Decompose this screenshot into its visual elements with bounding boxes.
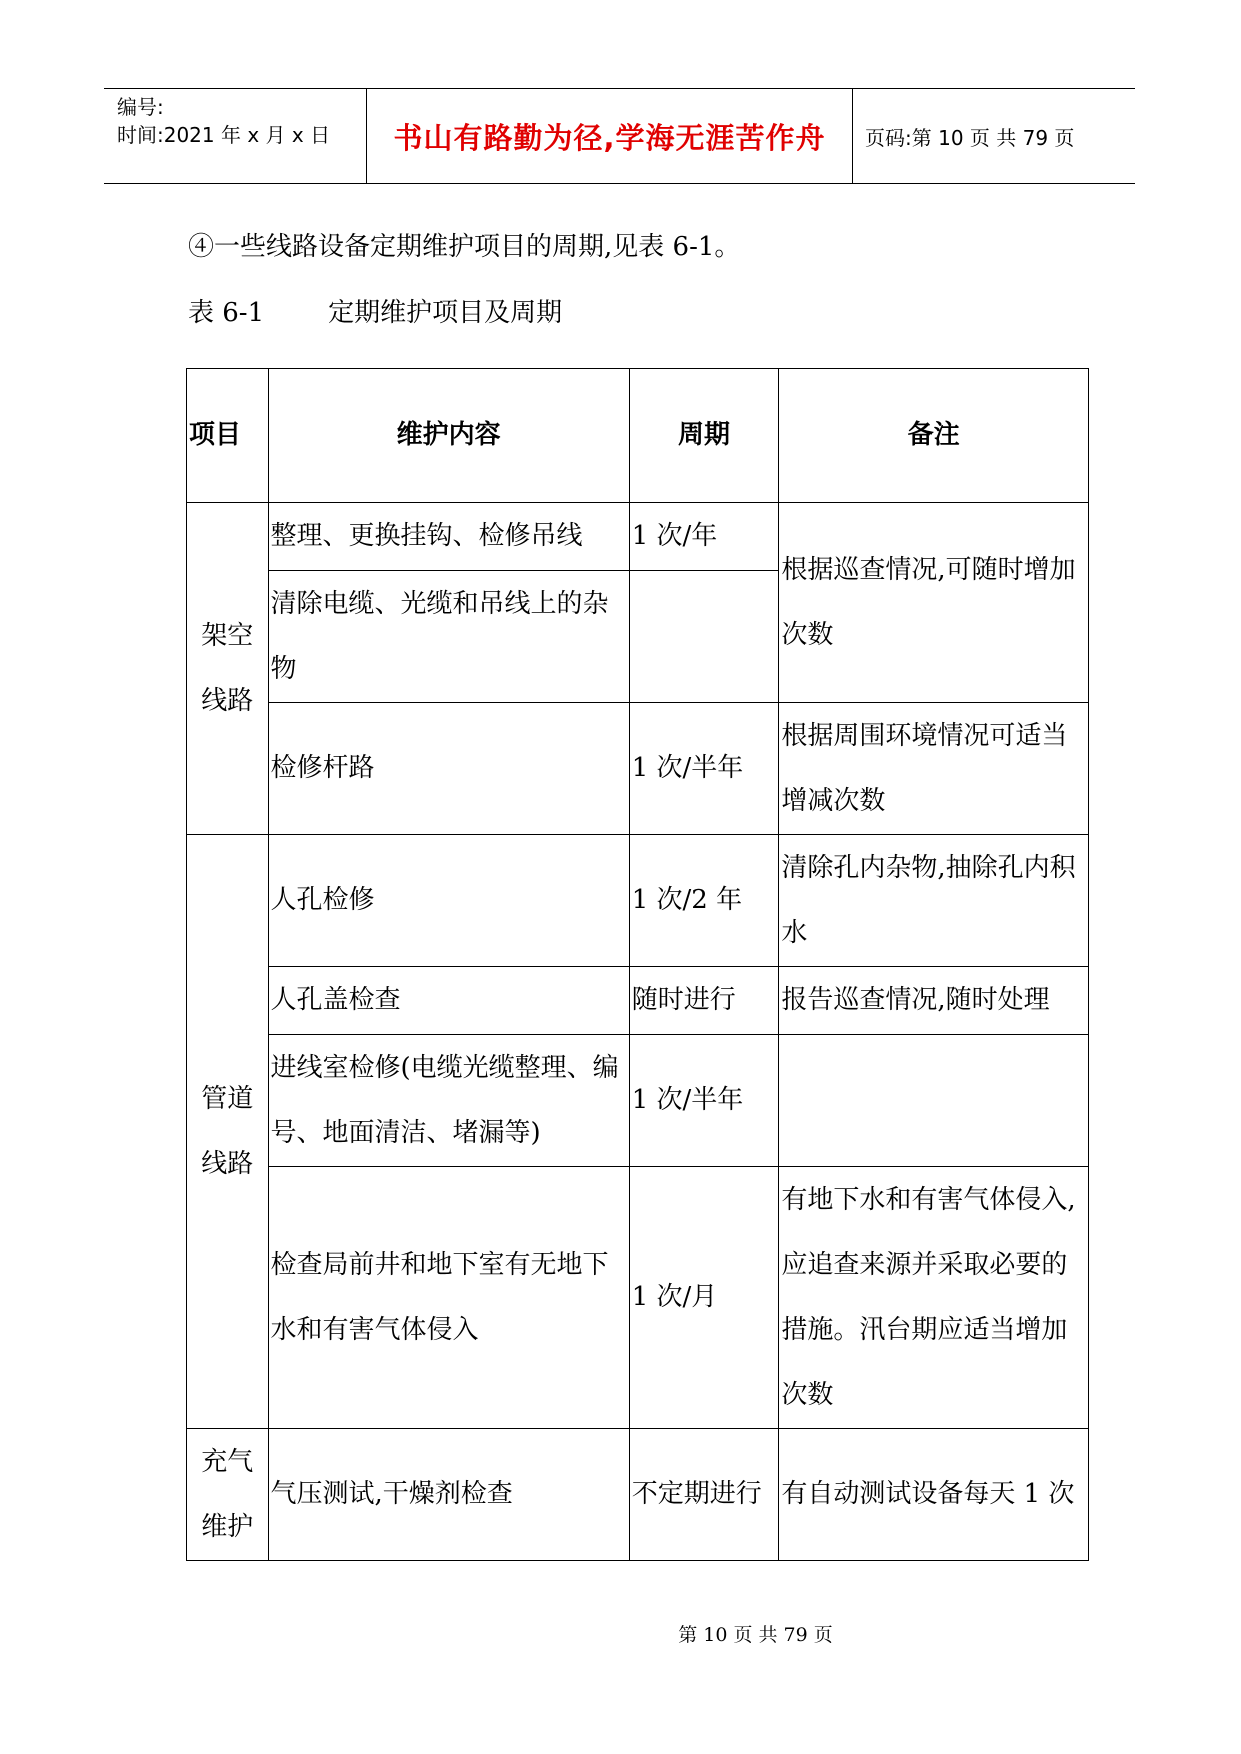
table-caption [188, 292, 562, 329]
row-content: 气压测试,干燥剂检查 [268, 1429, 629, 1561]
table-row [187, 835, 1089, 967]
header-page-cell [853, 89, 1147, 183]
header-motto: 书山有路勤为径,学海无涯苦作舟 [393, 120, 826, 155]
caption-title: 定期维护项目及周期 [328, 298, 563, 328]
caption-number: 表 6-1 [188, 298, 265, 328]
header-meta [104, 89, 367, 183]
doc-time-label: 时间:2021 年 x 月 x 日 [117, 123, 331, 147]
header-motto-cell [367, 89, 853, 183]
row-period: 1 次/月 [629, 1167, 779, 1429]
page-header [104, 88, 1135, 184]
group-pressurization: 充气维护 [187, 1429, 269, 1561]
row-content: 进线室检修(电缆光缆整理、编号、地面清洁、堵漏等) [268, 1035, 629, 1167]
header-content: 维护内容 [268, 369, 629, 503]
row-content: 人孔检修 [268, 835, 629, 967]
page-footer [0, 1620, 1241, 1647]
row-content: 人孔盖检查 [268, 967, 629, 1035]
row-note: 有地下水和有害气体侵入,应追查来源并采取必要的措施。汛台期应适当增加次数 [779, 1167, 1089, 1429]
header-item: 项目 [187, 369, 269, 503]
table-row [187, 503, 1089, 571]
header-period: 周期 [629, 369, 779, 503]
row-content: 检查局前井和地下室有无地下水和有害气体侵入 [268, 1167, 629, 1429]
maintenance-table [186, 368, 1089, 1561]
row-period: 不定期进行 [629, 1429, 779, 1561]
row-content: 检修杆路 [268, 703, 629, 835]
row-period: 1 次/半年 [629, 703, 779, 835]
row-note: 有自动测试设备每天 1 次 [779, 1429, 1089, 1561]
row-note [779, 1035, 1089, 1167]
table-row [187, 1167, 1089, 1429]
row-note: 清除孔内杂物,抽除孔内积水 [779, 835, 1089, 967]
table-row [187, 1035, 1089, 1167]
row-period: 1 次/半年 [629, 1035, 779, 1167]
intro-paragraph: ④一些线路设备定期维护项目的周期,见表 6-1。 [188, 232, 741, 262]
table-row [187, 1429, 1089, 1561]
table-row [187, 703, 1089, 835]
row-note-merged: 根据巡查情况,可随时增加次数 [779, 503, 1089, 703]
row-content: 整理、更换挂钩、检修吊线 [268, 503, 629, 571]
footer-page-number: 第 10 页 共 79 页 [678, 1624, 833, 1646]
doc-number-label: 编号: [117, 95, 164, 119]
table-header-row [187, 369, 1089, 503]
header-page-label: 页码:第 10 页 共 79 页 [865, 125, 1075, 150]
row-period: 1 次/年 [629, 503, 779, 571]
row-period: 随时进行 [629, 967, 779, 1035]
header-note: 备注 [779, 369, 1089, 503]
group-pipeline: 管道线路 [187, 835, 269, 1429]
table-row [187, 967, 1089, 1035]
row-period: 1 次/2 年 [629, 835, 779, 967]
group-overhead: 架空线路 [187, 503, 269, 835]
row-note: 根据周围环境情况可适当增减次数 [779, 703, 1089, 835]
row-period [629, 571, 779, 703]
row-content: 清除电缆、光缆和吊线上的杂物 [268, 571, 629, 703]
row-note: 报告巡查情况,随时处理 [779, 967, 1089, 1035]
